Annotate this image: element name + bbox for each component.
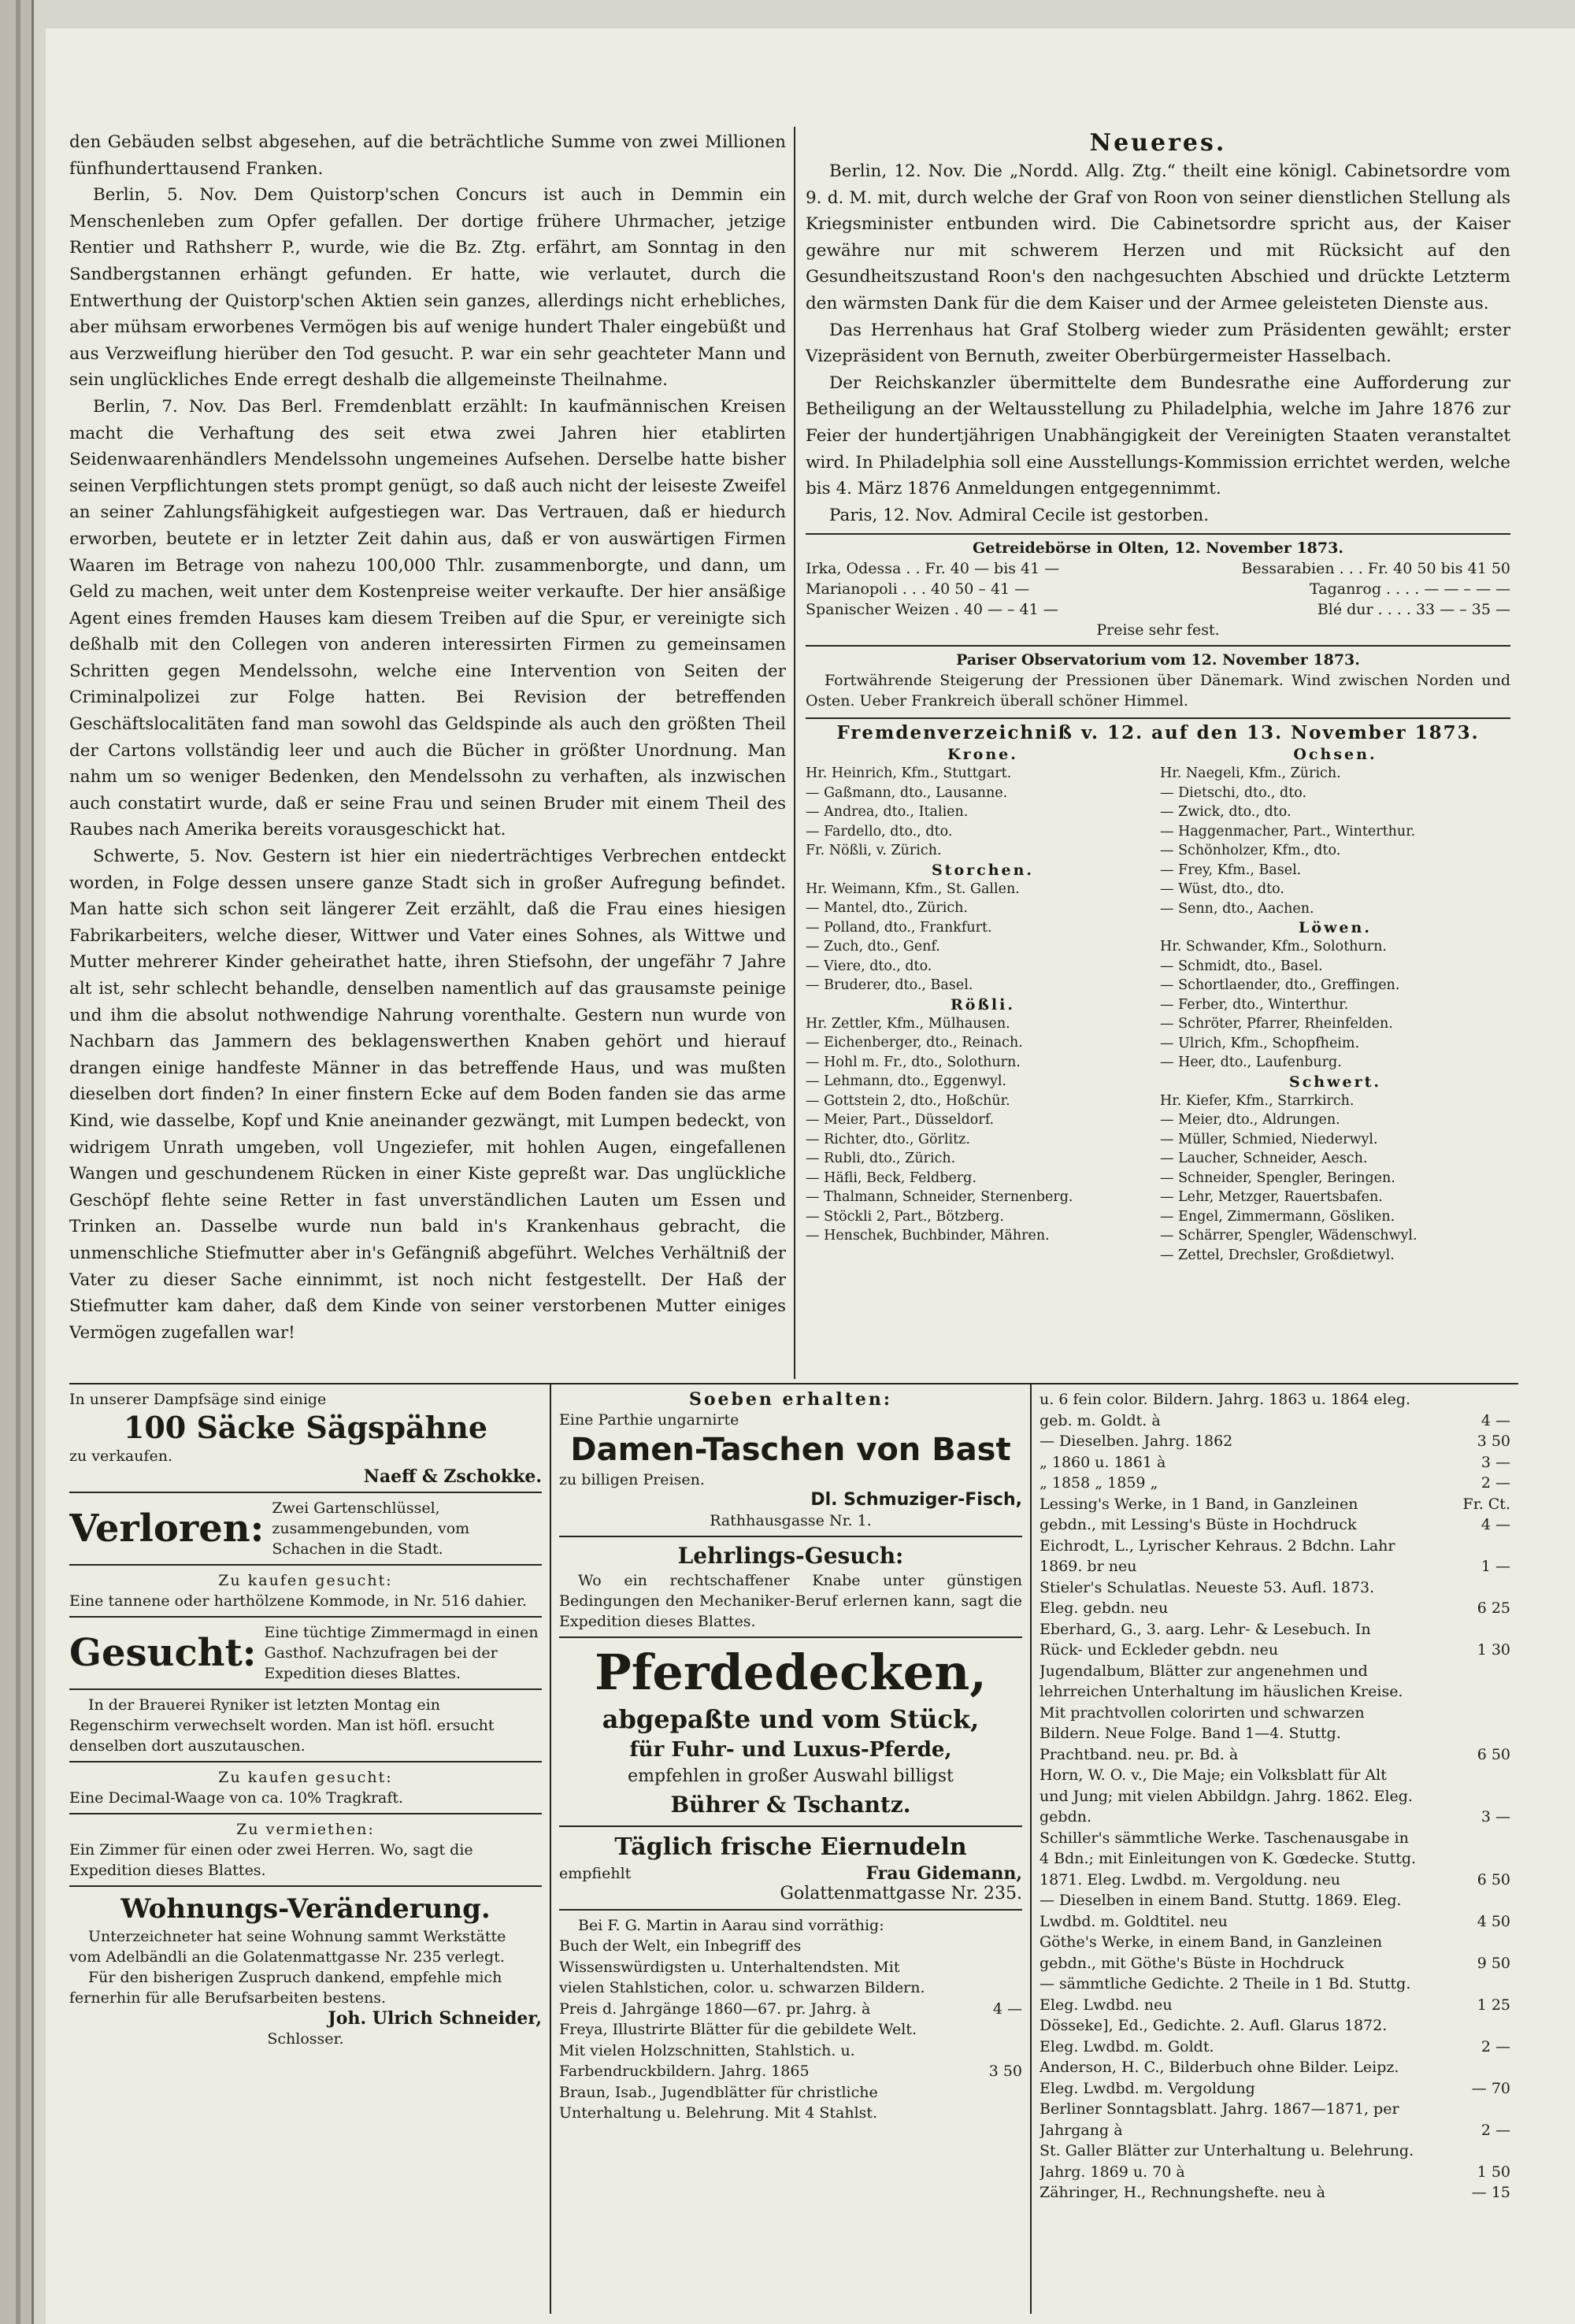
ad-pferdedecken-l2: abgepaßte und vom Stück, (602, 1704, 980, 1734)
book-price: 1 50 (1477, 2163, 1510, 2181)
fremden-guest-entry: — Rubli, dto., Zürich. (806, 1151, 956, 1167)
column-divider (794, 127, 795, 1379)
fremden-guest-entry: — Zuch, dto., Genf. (806, 939, 940, 955)
book-title: Schiller's sämmtliche Werke. Taschenausgabe in 4 Bdn.; mit Einleitungen von K. Gœdecke. Stuttg. 1871. Eleg. Lwdbd. m. Vergoldung. neu (1040, 1829, 1417, 1888)
boerse-row (806, 579, 1510, 599)
ad-eiernudeln-l2 (559, 1863, 1022, 1884)
book-price: — 15 (1471, 2184, 1510, 2201)
fremden-guest-entry: — Stöckli 2, Part., Bötzberg. (806, 1208, 1004, 1225)
ad-gesucht (69, 1622, 542, 1684)
book-entry (1040, 1828, 1510, 1891)
book-price: 1 25 (1477, 1996, 1510, 2014)
book-title: u. 6 fein color. Bildern. Jahrg. 1863 u. 1864 eleg. geb. m. Goldt. à (1040, 1391, 1411, 1429)
fremden-guest-entry: — Zettel, Drechsler, Großdietwyl. (1160, 1247, 1395, 1263)
ad-taschen-l4: zu billigen Preisen. (559, 1471, 705, 1488)
ad-waage-head: Zu kaufen gesucht: (218, 1769, 393, 1786)
fremden-guest-entry: — Lehmann, dto., Eggenwyl. (806, 1073, 1006, 1090)
ad-regenschirm-text: In der Brauerei Ryniker ist letzten Montag ein Regenschirm verwechselt worden. Man ist höfl. ersucht denselben dort auszutauschen. (69, 1696, 495, 1755)
ad-saegespaehne-l3: zu verkaufen. (69, 1447, 172, 1465)
boerse-footer: Preise sehr fest. (1096, 621, 1220, 639)
fremden-guest-entry: Hr. Kiefer, Kfm., Starrkirch. (1160, 1092, 1354, 1109)
ads-column-middle (559, 1389, 1022, 2318)
ad-eiernudeln-l2b: Frau Gidemann, (865, 1863, 1022, 1884)
book-title: Eberhard, G., 3. aarg. Lehr- & Lesebuch. In Rück- und Eckleder gebdn. neu (1040, 1620, 1371, 1659)
book-price: 2 — (1480, 2121, 1510, 2139)
fremden-guest-entry: Hr. Naegeli, Kfm., Zürich. (1160, 765, 1341, 782)
fremden-guest-entry: — Ulrich, Kfm., Schopfheim. (1160, 1035, 1360, 1051)
news-column-right (806, 129, 1510, 1381)
divider (559, 1636, 1022, 1638)
fremden-guest-entry: — Henschek, Buchbinder, Mähren. (806, 1228, 1050, 1244)
ad-pferdedecken-title: Pferdedecken, (595, 1644, 987, 1701)
ad-wohnung-text1: Unterzeichneter hat seine Wohnung sammt Werkstätte vom Adelbändli an die Golatenmattgasse Nr. 235 verlegt. (69, 1928, 506, 1966)
ad-waage-text: Eine Decimal-Waage von ca. 10% Tragkraft. (69, 1789, 404, 1807)
ad-taschen-sig: Dl. Schmuziger-Fisch, (810, 1490, 1022, 1510)
book-entry (1040, 1765, 1510, 1828)
news-paragraph: Schwerte, 5. Nov. Gestern ist hier ein niederträchtiges Verbrechen entdeckt worden, in Folge dessen unsere ganze Stadt sich in großer Aufregung befindet. Man hatte sich schon seit längerer Zeit erzählt, daß die Frau eines hiesigen Fabrikarbeiters, welche dieser, Wittwer und Vater eines Sohnes, als Wittwe und Mutter mehrerer Kinder geheirathet hatte, ihren Stiefsohn, der ungefähr 7 Jahre alt ist, sehr schlecht behandle, denselben namentlich auf das grausamste peinige und ihm die absolut nothwendige Nahrung vorenthalte. Gestern nun wurde von Nachbarn das Jammern des beklagenswerthen Knaben gehört und hierauf drangen einige handfeste Männer in das betreffende Haus, und was mußten dieselben dort finden? In einer finstern Ecke auf dem Boden fanden sie das arme Kind, wie dasselbe, Kopf und Knie aneinander gezwängt, mit Lumpen bedeckt, von widrigem Unrath umgeben, voll Ungeziefer, mit hohlen Augen, eingefallenen Wangen und geschundenem Rücken in einer Kiste gepreßt war. Das unglückliche Geschöpf flehte seine Retter in fast unverständlichen Lauten um Essen und Trinken an. Dasselbe wurde nun bald in's Krankenhaus gebracht, die unmenschliche Stiefmutter aber in's Gefängniß abgeführt. Welches Verhältniß der Vater zu dieser Sache einnimmt, ist noch nicht festgestellt. Der Haß der Stiefmutter kam daher, daß dem Kinde von seiner verstorbenen Mutter einiges Vermögen zugefallen war! (69, 847, 786, 1343)
book-title: Dösseke], Ed., Gedichte. 2. Aufl. Glarus 1872. Eleg. Lwdbd. m. Goldt. (1040, 2017, 1388, 2055)
divider (559, 1825, 1022, 1827)
fremden-guest-entry: — Lehr, Metzger, Rauertsbafen. (1160, 1189, 1383, 1206)
book-entry (559, 2019, 1022, 2082)
book-entry (1040, 1431, 1510, 1452)
boerse-cell: Marianopoli . . . 40 50 – 41 — (806, 580, 1030, 599)
fremden-guest-entry: — Thalmann, Schneider, Sternenberg. (806, 1189, 1073, 1206)
fremden-hotel-heading: Rößli. (951, 995, 1015, 1014)
book-title: Stieler's Schulatlas. Neueste 53. Aufl. 1873. Eleg. gebdn. neu (1040, 1578, 1375, 1617)
book-price: 6 50 (1477, 1870, 1510, 1888)
column-divider (550, 1384, 551, 2314)
ad-wohnung-sig2: Schlosser. (267, 2030, 344, 2048)
fremden-guest-entry: — Schönholzer, Kfm., dto. (1160, 843, 1341, 859)
ad-eiernudeln-l3: Golattenmattgasse Nr. 235. (780, 1884, 1022, 1903)
ad-wohnung-title: Wohnungs-Veränderung. (120, 1893, 491, 1925)
fremden-guest-entry: Hr. Heinrich, Kfm., Stuttgart. (806, 765, 1012, 782)
fremden-guest-entry: Fr. Nößli, v. Zürich. (806, 843, 942, 859)
divider (806, 645, 1510, 647)
spine-shadow (16, 0, 20, 2324)
book-entry (1040, 2099, 1510, 2141)
fremden-guest-entry: — Schröter, Pfarrer, Rheinfelden. (1160, 1016, 1393, 1032)
fremden-hotel-heading: Storchen. (931, 861, 1035, 879)
observatorium-text: Fortwährende Steigerung der Pressionen über Dänemark. Wind zwischen Norden und Osten. Ueber Frankreich überall schöner Himmel. (806, 672, 1510, 710)
book-price: 3 50 (988, 2063, 1022, 2080)
ad-pferdedecken-l4: empfehlen in großer Auswahl billigst (628, 1766, 954, 1786)
boerse-title: Getreidebörse in Olten, 12. November 1873. (973, 539, 1343, 558)
book-price: 4 — (1480, 1411, 1510, 1429)
book-price: 3 50 (1477, 1433, 1510, 1450)
fremden-guest-entry: — Frey, Kfm., Basel. (1160, 862, 1302, 878)
book-price: 1 30 (1477, 1641, 1510, 1659)
book-title: „ 1860 u. 1861 à (1040, 1453, 1166, 1471)
divider (69, 1813, 542, 1814)
fremden-guest-entry: — Andrea, dto., Italien. (806, 804, 969, 821)
book-entry (1040, 2015, 1510, 2057)
book-entry (1040, 2057, 1510, 2099)
column-divider (1030, 1384, 1032, 2314)
book-title: „ 1858 „ 1859 „ (1040, 1474, 1158, 1492)
fremden-guest-entry: — Müller, Schmied, Niederwyl. (1160, 1131, 1378, 1147)
fremden-guest-entry: — Gottstein 2, dto., Hoßchür. (806, 1092, 1010, 1109)
book-entry (1040, 1890, 1510, 1932)
newspaper-page (46, 28, 1575, 2324)
divider (69, 1564, 542, 1566)
fremden-guest-entry: — Schmidt, dto., Basel. (1160, 958, 1323, 974)
book-entry (1040, 2141, 1510, 2182)
book-title: — Dieselben. Jahrg. 1862 (1040, 1433, 1233, 1450)
fremden-guest-entry: — Zwick, dto., dto. (1160, 804, 1292, 821)
book-entry (1040, 1494, 1510, 1536)
divider (69, 1492, 542, 1493)
neueres-paragraph: Das Herrenhaus hat Graf Stolberg wieder zum Präsidenten gewählt; erster Vizepräsident von Bernuth, zweiter Oberbürgermeister Hasselbach. (806, 320, 1510, 367)
book-price: 6 50 (1477, 1745, 1510, 1763)
book-title: Buch der Welt, ein Inbegriff des Wissenswürdigsten u. Unterhaltendsten. Mit vielen Stahlstichen, color. u. schwarzen Bildern. Preis d. Jahrgänge 1860—67. pr. Jahrg. à (559, 1937, 925, 2018)
boerse-cell: Spanischer Weizen . 40 — – 41 — (806, 601, 1058, 619)
book-price: 6 25 (1477, 1599, 1510, 1617)
fremden-guest-entry: — Engel, Zimmermann, Gösliken. (1160, 1208, 1395, 1225)
fremden-guest-entry: — Meier, Part., Düsseldorf. (806, 1112, 995, 1129)
fremden-guest-entry: — Eichenberger, dto., Reinach. (806, 1035, 1023, 1051)
ad-kommode-head: Zu kaufen gesucht: (218, 1572, 393, 1589)
fremden-guest-entry: — Wüst, dto., dto. (1160, 881, 1284, 898)
divider (69, 1616, 542, 1618)
neueres-paragraph: Paris, 12. Nov. Admiral Cecile ist gestorben. (829, 505, 1210, 525)
fremden-right (1160, 745, 1510, 1265)
book-title: Braun, Isab., Jugendblätter für christliche Unterhaltung u. Belehrung. Mit 4 Stahlst. (559, 2083, 878, 2122)
book-entry (1040, 1974, 1510, 2015)
ad-verloren-text: Zwei Gartenschlüssel, zusammengebunden, vom Schachen in die Stadt. (272, 1499, 470, 1558)
boerse-cell: Taganrog . . . . — — – — — (1310, 580, 1510, 599)
fremden-guest-entry: — Schärrer, Spengler, Wädenschwyl. (1160, 1228, 1418, 1244)
ad-lehrling-head: Lehrlings-Gesuch: (677, 1543, 904, 1569)
boerse-cell: Irka, Odessa . . Fr. 40 — bis 41 — (806, 560, 1060, 578)
ad-wohnung-text2: Für den bisherigen Zuspruch dankend, empfehle mich fernerhin für alle Berufsarbeiten bestens. (69, 1969, 502, 2007)
boerse-row (806, 599, 1510, 620)
book-price: 9 50 (1477, 1954, 1510, 1972)
book-price: 4 50 (1477, 1912, 1510, 1930)
ads-column-left (69, 1389, 542, 2318)
book-price: 4 — (992, 2000, 1022, 2018)
ad-zimmer-text: Ein Zimmer für einen oder zwei Herren. Wo, sagt die Expedition dieses Blattes. (69, 1841, 473, 1879)
book-title: Horn, W. O. v., Die Maje; ein Volksblatt für Alt und Jung; mit vielen Abbildgn. Jahrg. 1862. Eleg. gebdn. (1040, 1766, 1413, 1825)
observatorium-title: Pariser Observatorium vom 12. November 1873. (956, 651, 1360, 669)
book-title: St. Galler Blätter zur Unterhaltung u. Belehrung. Jahrg. 1869 u. 70 à (1040, 2142, 1414, 2181)
book-entry (559, 2082, 1022, 2124)
book-entry (1040, 2182, 1510, 2204)
ad-lehrling-text: Wo ein rechtschaffener Knabe unter günstigen Bedingungen den Mechaniker-Beruf erlernen kann, sagt die Expedition dieses Blattes. (559, 1572, 1022, 1630)
fremden-guest-entry: — Viere, dto., dto. (806, 958, 932, 974)
book-entry (1040, 1389, 1510, 1431)
fremden-title: Fremdenverzeichniß v. 12. auf den 13. November 1873. (836, 722, 1480, 744)
ad-wohnung-sig: Joh. Ulrich Schneider, (328, 2008, 542, 2029)
ad-verloren (69, 1498, 542, 1559)
book-title: — sämmtliche Gedichte. 2 Theile in 1 Bd. Stuttg. Eleg. Lwdbd. neu (1040, 1975, 1411, 2014)
fremden-table (806, 745, 1510, 1265)
divider (69, 1885, 542, 1887)
book-entry (1040, 1577, 1510, 1619)
fremden-guest-entry: — Laucher, Schneider, Aesch. (1160, 1151, 1368, 1167)
book-entry (1040, 1661, 1510, 1766)
divider (806, 533, 1510, 535)
book-price: 2 — (1480, 1474, 1510, 1492)
boerse-row (806, 558, 1510, 579)
book-entry (1040, 1932, 1510, 1974)
fremden-hotel-heading: Krone. (947, 746, 1018, 764)
ad-pferdedecken-l3: für Fuhr- und Luxus-Pferde, (629, 1738, 952, 1762)
ads-column-right (1040, 1389, 1510, 2318)
ad-taschen-head: Soeben erhalten: (688, 1389, 893, 1410)
fremden-guest-entry: Hr. Weimann, Kfm., St. Gallen. (806, 880, 1020, 897)
fremden-guest-entry: — Meier, dto., Aldrungen. (1160, 1112, 1340, 1129)
ads-top-rule (69, 1383, 1518, 1384)
book-title: Jugendalbum, Blätter zur angenehmen und lehrreichen Unterhaltung im häuslichen Kreise. Mit prachtvollen colorirten und schwarzen Bildern. Neue Folge. Band 1—4. Stuttg. Prachtband. neu. pr. Bd. à (1040, 1662, 1403, 1763)
book-title: Zähringer, H., Rechnungshefte. neu à (1040, 2184, 1325, 2201)
fremden-guest-entry: — Häfli, Beck, Feldberg. (806, 1169, 976, 1186)
ad-verloren-title: Verloren: (69, 1507, 265, 1551)
ad-saegespaehne-title: 100 Säcke Sägspähne (123, 1410, 488, 1445)
fremden-guest-entry: — Fardello, dto., dto. (806, 823, 953, 840)
ad-eiernudeln-title: Täglich frische Eiernudeln (614, 1833, 967, 1861)
boerse-cell: Blé dur . . . . 33 — – 35 — (1317, 601, 1510, 619)
book-entry (1040, 1536, 1510, 1577)
book-title: Eichrodt, L., Lyrischer Kehraus. 2 Bdchn. Lahr 1869. br neu (1040, 1536, 1395, 1575)
fremden-guest-entry: — Heer, dto., Laufenburg. (1160, 1055, 1342, 1071)
fremden-guest-entry: — Dietschi, dto., dto. (1160, 784, 1307, 801)
fremden-guest-entry: — Hohl m. Fr., dto., Solothurn. (806, 1054, 1021, 1070)
book-title: Göthe's Werke, in einem Band, in Ganzleinen gebdn., mit Göthe's Büste in Hochdruck (1040, 1933, 1383, 1972)
fremden-guest-entry: — Polland, dto., Frankfurt. (806, 919, 992, 936)
book-title: — Dieselben in einem Band. Stuttg. 1869. Eleg. Lwdbd. m. Goldtitel. neu (1040, 1892, 1402, 1930)
news-paragraph: Berlin, 7. Nov. Das Berl. Fremdenblatt erzählt: In kaufmännischen Kreisen macht die Verhaftung des seit etwa zwei Jahren hier etablirten Seidenwaarenhändlers Mendelssohn ungemeines Aufsehen. Derselbe hatte bisher seinen Verpflichtungen stets prompt genügt, so daß auch nicht der leiseste Zweifel an seiner Zahlungsfähigkeit aufgestiegen war. Das Vertrauen, daß er hiedurch erworben, beutete er in letzter Zeit dahin aus, daß er von auswärtigen Firmen Waaren im Betrage von nahezu 100,000 Thlr. zusammenborgte, und dann, um Geld zu machen, weit unter dem Kostenpreise weiter verkaufte. Der hier ansäßige Agent eines fremden Hauses kam diesem Treiben auf die Spur, er vereinigte sich deßhalb mit den Collegen von anderen interessirten Firmen zu gemeinsamen Schritten gegen Mendelssohn, welche eine Intervention von Seiten der Criminalpolizei zur Folge hatten. Bei Revision der betreffenden Geschäftslocalitäten fand man sowohl das Geldspinde als auch den größten Theil der Cartons vollständig leer und auch die Bücher in größter Unordnung. Man nahm um so weniger Bedenken, den Mendelssohn zu verhaften, als inzwischen auch constatirt wurde, daß er seine Frau und seinen Bruder mit einem Theil des Raubes nach Amerika bereits vorausgeschickt hat. (69, 396, 786, 840)
book-price: — 70 (1471, 2079, 1510, 2097)
book-entry (1040, 1619, 1510, 1661)
book-title: Anderson, H. C., Bilderbuch ohne Bilder. Leipz. Eleg. Lwdbd. m. Vergoldung (1040, 2059, 1399, 2097)
fremden-guest-entry: — Richter, dto., Görlitz. (806, 1131, 970, 1147)
divider (806, 717, 1510, 719)
ad-gesucht-text: Eine tüchtige Zimmermagd in einen Gasthof. Nachzufragen bei der Expedition dieses Blattes. (264, 1624, 539, 1682)
news-column-left (69, 129, 786, 1381)
ad-saegespaehne-sig: Naeff & Zschokke. (363, 1466, 542, 1487)
divider (559, 1909, 1022, 1911)
fremden-guest-entry: — Gaßmann, dto., Lausanne. (806, 784, 1008, 801)
ad-zimmer-head: Zu vermiethen: (236, 1821, 375, 1838)
neueres-title: Neueres. (1089, 129, 1227, 157)
book-title: Lessing's Werke, in 1 Band, in Ganzleinen gebdn., mit Lessing's Büste in Hochdruck (1040, 1495, 1358, 1533)
neueres-paragraph: Berlin, 12. Nov. Die „Nordd. Allg. Ztg.“ theilt eine königl. Cabinetsordre vom 9. d. M. mit, durch welche der Graf von Roon von seiner dienstlichen Stellung als Kriegsminister entbunden wird. Die Cabinetsordre spricht aus, der Kaiser gewähre nur mit schwerem Herzen und mit Rücksicht auf den Gesundheitszustand Roon's den nachgesuchten Abschied und drückte Letzterm den wärmsten Dank für die dem Kaiser und der Armee geleisteten Dienste aus. (806, 161, 1510, 313)
book-price: 3 — (1480, 1453, 1510, 1471)
book-price: 1 — (1480, 1558, 1510, 1575)
book-entry (559, 1936, 1022, 2019)
book-price: 3 — (1480, 1808, 1510, 1825)
ad-pferdedecken-sig: Bührer & Tschantz. (670, 1792, 911, 1818)
divider (69, 1761, 542, 1762)
ad-kommode-text: Eine tannene oder harthölzene Kommode, in Nr. 516 dahier. (69, 1592, 527, 1610)
fremden-guest-entry: — Schneider, Spengler, Beringen. (1160, 1169, 1395, 1186)
books-intro: Bei F. G. Martin in Aarau sind vorräthig: (578, 1917, 884, 1934)
books-list-middle (559, 1936, 1022, 2124)
neueres-paragraph: Der Reichskanzler übermittelte dem Bundesrathe eine Aufforderung zur Betheiligung an der Weltausstellung zu Philadelphia, welche im Jahre 1876 zur Feier der hundertjährigen Unabhängigkeit der Vereinigten Staaten veranstaltet wird. In Philadelphia soll eine Ausstellungs-Kommission errichtet werden, welche bis 4. März 1876 Anmeldungen entgegennimmt. (806, 373, 1510, 499)
fremden-guest-entry: — Bruderer, dto., Basel. (806, 977, 973, 994)
ad-saegespaehne-l1: In unserer Dampfsäge sind einige (69, 1391, 327, 1408)
fremden-left (806, 745, 1160, 1265)
book-price: Fr. Ct. 4 — (1462, 1495, 1510, 1533)
boerse-cell: Bessarabien . . . Fr. 40 50 bis 41 50 (1241, 560, 1510, 578)
fremden-hotel-heading: Ochsen. (1293, 746, 1377, 764)
book-title: Berliner Sonntagsblatt. Jahrg. 1867—1871, per Jahrgang à (1040, 2100, 1399, 2139)
book-entry (1040, 1473, 1510, 1494)
fremden-guest-entry: — Haggenmacher, Part., Winterthur. (1160, 823, 1416, 840)
book-price: 2 — (1480, 2037, 1510, 2055)
divider (69, 1688, 542, 1690)
fremden-guest-entry: — Ferber, dto., Winterthur. (1160, 996, 1349, 1013)
books-list-right (1040, 1389, 1510, 2204)
news-paragraph: Berlin, 5. Nov. Dem Quistorp'schen Concurs ist auch in Demmin ein Menschenleben zum Opfer gefallen. Der dortige frühere Uhrmacher, jetzige Rentier und Rathsherr P., wurde, wie die Bz. Ztg. erfährt, am Sonntag in den Sandbergstannen erhängt gefunden. Er hatte, wie verlautet, durch die Entwerthung der Quistorp'schen Aktien sein ganzes, allerdings nicht erhebliches, aber mühsam erworbenes Vermögen bis auf wenige hundert Thaler eingebüßt und aus Verzweiflung hierüber den Tod gesucht. P. war ein sehr geachteter Mann und sein unglückliches Ende erregt deshalb die allgemeinste Theilnahme. (69, 185, 786, 391)
book-title: Freya, Illustrirte Blätter für die gebildete Welt. Mit vielen Holzschnitten, Stahlstich. u. Farbendruckbildern. Jahrg. 1865 (559, 2021, 917, 2080)
ad-gesucht-title: Gesucht: (69, 1631, 257, 1675)
ad-taschen-l2: Eine Parthie ungarnirte (559, 1411, 739, 1429)
divider (559, 1536, 1022, 1537)
fremden-hotel-heading: Schwert. (1289, 1073, 1381, 1091)
news-paragraph: den Gebäuden selbst abgesehen, auf die beträchtliche Summe von zwei Millionen fünfhunderttausend Franken. (69, 132, 786, 179)
fremden-guest-entry: — Senn, dto., Aachen. (1160, 900, 1314, 917)
fremden-guest-entry: — Mantel, dto., Zürich. (806, 900, 968, 917)
fremden-guest-entry: — Schortlaender, dto., Greffingen. (1160, 977, 1400, 994)
fremden-guest-entry: Hr. Zettler, Kfm., Mülhausen. (806, 1015, 1010, 1032)
book-entry (1040, 1452, 1510, 1473)
ad-taschen-sig2: Rathhausgasse Nr. 1. (710, 1512, 872, 1529)
fremden-guest-entry: Hr. Schwander, Kfm., Solothurn. (1160, 939, 1387, 955)
ad-eiernudeln-l2a: empfiehlt (559, 1865, 632, 1882)
fremden-hotel-heading: Löwen. (1299, 919, 1372, 937)
ad-taschen-title: Damen-Taschen von Bast (570, 1432, 1011, 1468)
